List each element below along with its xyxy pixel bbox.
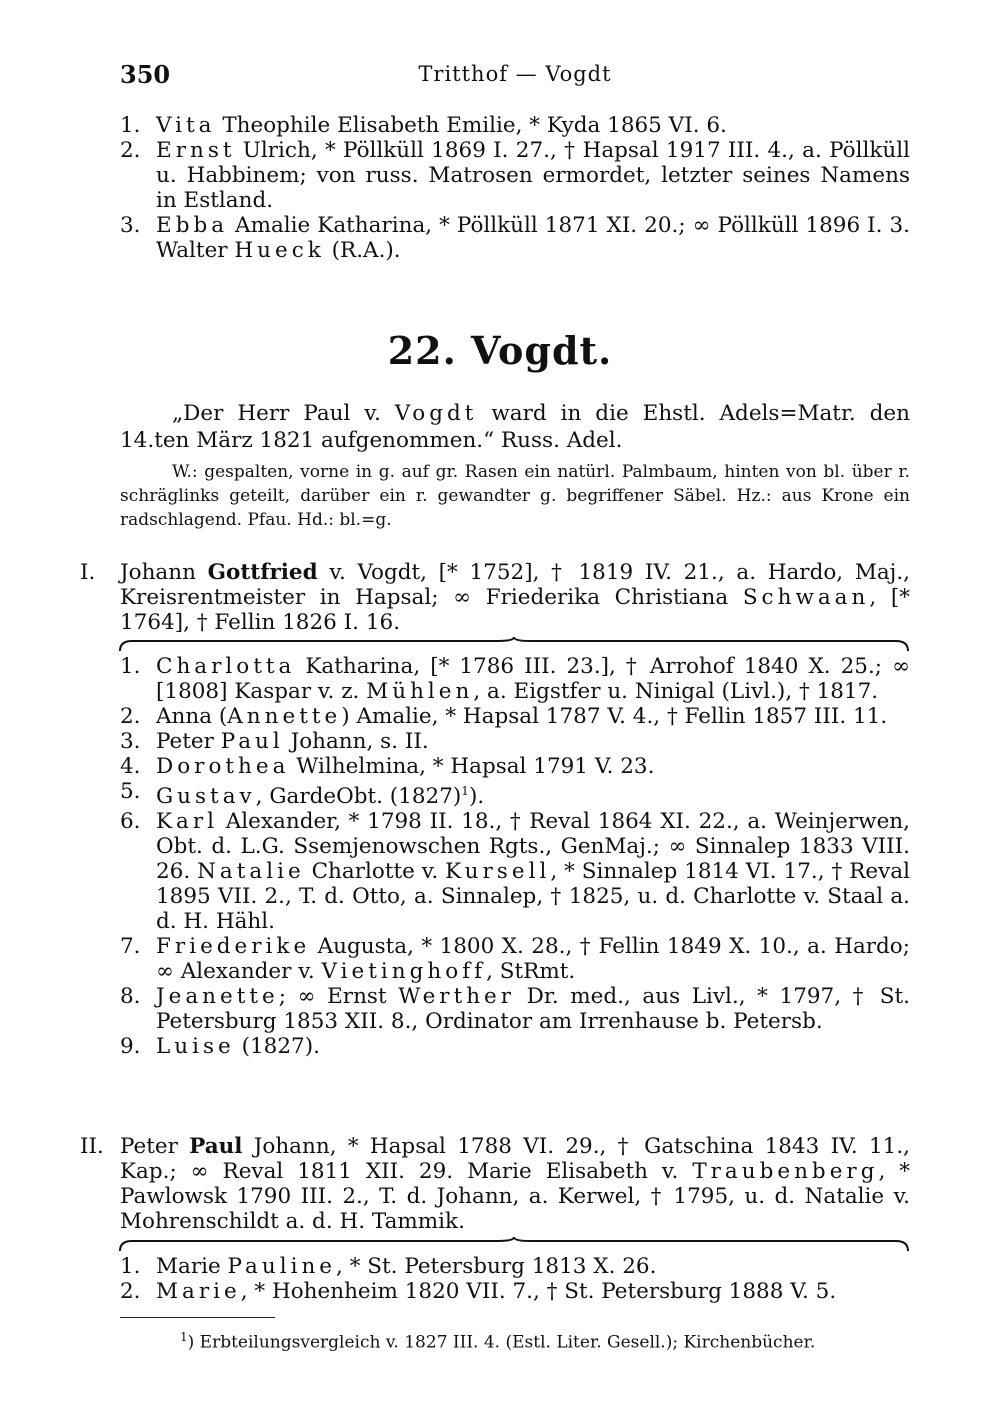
section-title: 22. Vogdt. <box>387 328 613 373</box>
list-item: 3. Peter Paul Johann, s. II. <box>120 729 429 754</box>
brace-divider <box>118 1236 910 1252</box>
brace-divider <box>118 636 910 652</box>
generation-entry <box>80 560 910 635</box>
generation-children <box>120 1254 910 1304</box>
list-item: 2. Marie, * Hohenheim 1820 VII. 7., † St. Petersburg 1888 V. 5. <box>120 1279 837 1304</box>
previous-family-children <box>120 113 910 263</box>
list-item: 2. Anna (Annette) Amalie, * Hapsal 1787 V. 4., † Fellin 1857 III. 11. <box>120 704 888 729</box>
list-item: 8. Jeanette; ∞ Ernst Werther Dr. med., aus Livl., * 1797, † St. Petersburg 1853 XII. 8., Ordinator am Irrenhause b. Petersb. <box>120 984 910 1035</box>
generation-numeral: II. <box>80 1134 104 1159</box>
generation-children <box>120 654 910 1059</box>
generation-entry <box>80 1134 910 1234</box>
generation-numeral: I. <box>80 560 96 585</box>
footnote: $^1$) Erbteilungsvergleich v. 1827 III. 4. (Estl. Liter. Gesell.); Kirchenbücher. <box>180 1330 816 1353</box>
list-item: 6. Karl Alexander, * 1798 II. 18., † Reval 1864 XI. 22., a. Weinjerwen, Obt. d. L.G. Ssemjenowschen Rgts., GenMaj.; ∞ Sinnalep 1833 VIII. 26. Natalie Charlotte v. Kursell, * Sinnalep 1814 VI. 17., † Reval 1895 VII. 2., T. d. Otto, a. Sinnalep, † 1825, u. d. Charlotte v. Staal a. d. H. Hähl. <box>120 809 910 935</box>
list-item: 3. Ebba Amalie Katharina, * Pöllküll 1871 XI. 20.; ∞ Pöllküll 1896 I. 3. Walter Hueck (R.A.). <box>120 213 910 263</box>
page-header <box>120 60 910 90</box>
list-item: 5. Gustav, GardeObt. $(1827)^1$). <box>120 779 485 810</box>
page-number: 350 <box>120 60 171 89</box>
list-item: 1. Marie Pauline, * St. Petersburg 1813 X. 26. <box>120 1254 657 1279</box>
list-item: 9. Luise (1827). <box>120 1034 320 1060</box>
list-item: 2. Ernst Ulrich, * Pöllküll 1869 I. 27., † Hapsal 1917 III. 4., a. Pöllküll u. Habbinem; von russ. Matrosen ermordet, letzter seines Namens in Estland. <box>120 138 910 213</box>
footnote-mark: 1 <box>180 1330 188 1344</box>
running-head: Tritthof — Vogdt <box>418 62 612 86</box>
generation-text: Johann Gottfried v. Vogdt, [* 1752], † 1819 IV. 21., a. Hardo, Maj., Kreisrentmeister in Hapsal; ∞ Friederika Christiana Schwaan, [* 1764], † Fellin 1826 I. 16. <box>120 560 910 635</box>
list-item: 1. Vita Theophile Elisabeth Emilie, * Kyda 1865 VI. 6. <box>120 113 727 138</box>
list-item: 1. Charlotta Katharina, [* 1786 III. 23.], † Arrohof 1840 X. 25.; ∞ [1808] Kaspar v. z. Mühlen, a. Eigstfer u. Ninigal (Livl.), † 1817. <box>120 654 910 704</box>
footnote-rule <box>120 1317 275 1318</box>
coat-of-arms-description: W.: gespalten, vorne in g. auf gr. Rasen ein natürl. Palmbaum, hinten von bl. über r. schräglinks geteilt, darüber ein r. gewandter g. begriffener Säbel. Hz.: aus Krone ein radschlagend. Pfau. Hd.: bl.=g. <box>120 462 910 530</box>
nobility-quote: „Der Herr Paul v. Vogdt ward in die Ehstl. Adels=Matr. den 14.ten März 1821 aufgenommen.“ Russ. Adel. <box>120 401 910 453</box>
list-item: 7. Friederike Augusta, * 1800 X. 28., † Fellin 1849 X. 10., a. Hardo; ∞ Alexander v. Vietinghoff, StRmt. <box>120 934 910 985</box>
list-item: 4. Dorothea Wilhelmina, * Hapsal 1791 V. 23. <box>120 754 655 779</box>
generation-text: Peter Paul Johann, * Hapsal 1788 VI. 29., † Gatschina 1843 IV. 11., Kap.; ∞ Reval 1811 XII. 29. Marie Elisabeth v. Traubenberg, * Pawlowsk 1790 III. 2., T. d. Johann, a. Kerwel, † 1795, u. d. Natalie v. Mohrenschildt a. d. H. Tammik. <box>120 1134 910 1234</box>
footnote-ref: 1 <box>461 784 469 798</box>
